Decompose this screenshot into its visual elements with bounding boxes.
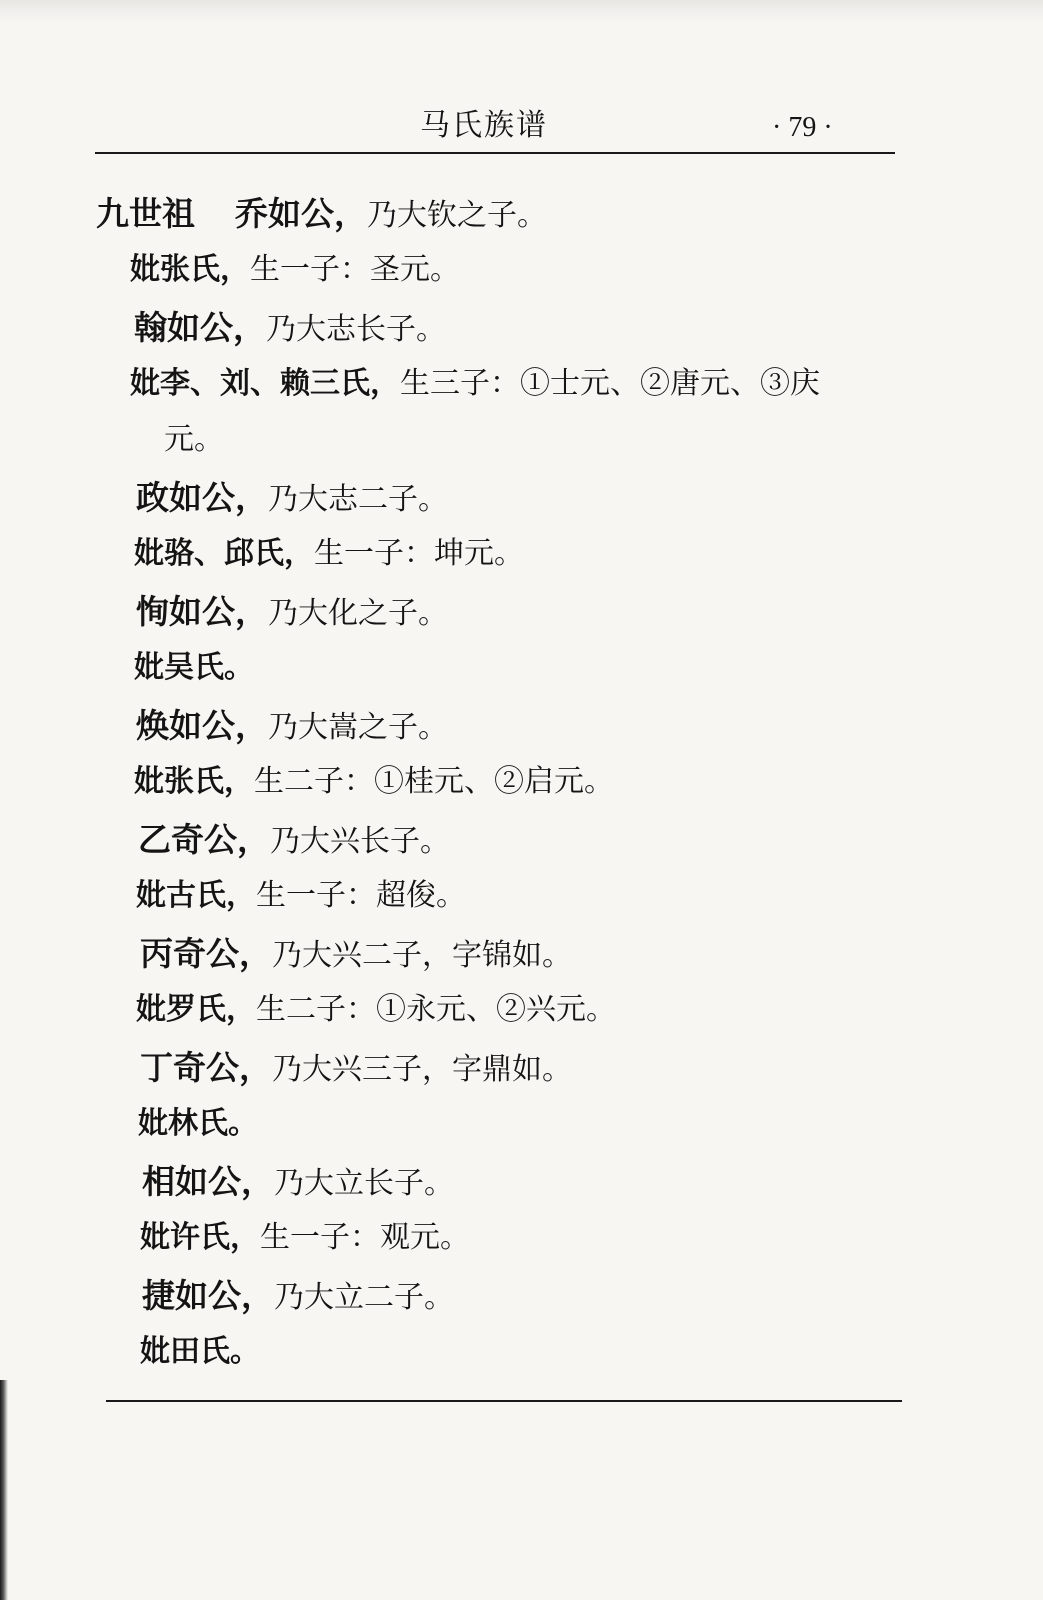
entry-text: 乃大志二子。 [268,482,448,517]
ancestor-name: 乔如公， [235,194,367,233]
genealogy-entry-9th-gen-qiaoru [96,192,547,238]
ancestor-entry [136,704,448,750]
entry-text: 生二子：①桂元、②启元。 [254,764,614,799]
footer-rule [106,1400,902,1402]
entry-text: 乃大立长子。 [274,1166,454,1201]
spouse-entry [134,646,254,690]
spouse-name: 妣许氏， [140,1220,260,1255]
entry-text: 生一子：坤元。 [314,536,524,571]
spouse-name: 妣古氏， [136,878,256,913]
spouse-entry [138,1102,258,1146]
spouse-entry [136,988,616,1032]
entry-continuation: 元。 [164,422,224,457]
ancestor-entry [140,932,572,978]
spouse-entry [140,1216,470,1260]
spouse-name: 妣李、刘、赖三氏， [130,366,400,401]
header-rule [95,152,895,154]
ancestor-entry [140,1046,572,1092]
spouse-name: 妣林氏。 [138,1106,258,1141]
scan-edge-left [0,1380,8,1600]
ancestor-name: 相如公， [142,1162,274,1201]
spouse-name: 妣罗氏， [136,992,256,1027]
spouse-entry [140,1330,260,1374]
page-number: · 79 · [772,112,833,143]
ancestor-name: 翰如公， [134,308,266,347]
spouse-name: 妣田氏。 [140,1334,260,1369]
entry-text: 生一子：超俊。 [256,878,466,913]
entry-text: 乃大志长子。 [266,312,446,347]
spouse-name: 妣骆、邱氏， [134,536,314,571]
spouse-entry [136,874,466,918]
running-header-title: 马氏族谱 [420,108,548,143]
spouse-entry [134,532,524,576]
spouse-entry [130,248,460,292]
entry-text: 生二子：①永元、②兴元。 [256,992,616,1027]
scan-edge-top [0,0,1043,24]
entry-text: 生三子：①士元、②唐元、③庆 [400,366,820,401]
spouse-name: 妣吴氏。 [134,650,254,685]
entry-text: 乃大兴二子，字锦如。 [272,938,572,973]
spouse-entry [130,362,820,406]
entry-text: 生一子：圣元。 [250,252,460,287]
entry-text: 乃大嵩之子。 [268,710,448,745]
entry-text: 乃大化之子。 [268,596,448,631]
ancestor-entry [136,476,448,522]
ancestor-entry [142,1274,454,1320]
spouse-name: 妣张氏， [130,252,250,287]
entry-text: 乃大兴长子。 [270,824,450,859]
ancestor-entry [138,818,450,864]
ancestor-name: 丁奇公， [140,1048,272,1087]
entry-text: 乃大兴三子，字鼎如。 [272,1052,572,1087]
ancestor-name: 乙奇公， [138,820,270,859]
ancestor-name: 焕如公， [136,706,268,745]
entry-text: 乃大立二子。 [274,1280,454,1315]
ancestor-name: 捷如公， [142,1276,274,1315]
entry-text: 乃大钦之子。 [367,198,547,233]
ancestor-name: 恂如公， [136,592,268,631]
spouse-name: 妣张氏， [134,764,254,799]
ancestor-entry [136,590,448,636]
generation-label: 九世祖 [96,194,195,233]
ancestor-name: 政如公， [136,478,268,517]
ancestor-entry [142,1160,454,1206]
entry-text: 生一子：观元。 [260,1220,470,1255]
spouse-entry [134,760,614,804]
ancestor-name: 丙奇公， [140,934,272,973]
ancestor-entry [134,306,446,352]
